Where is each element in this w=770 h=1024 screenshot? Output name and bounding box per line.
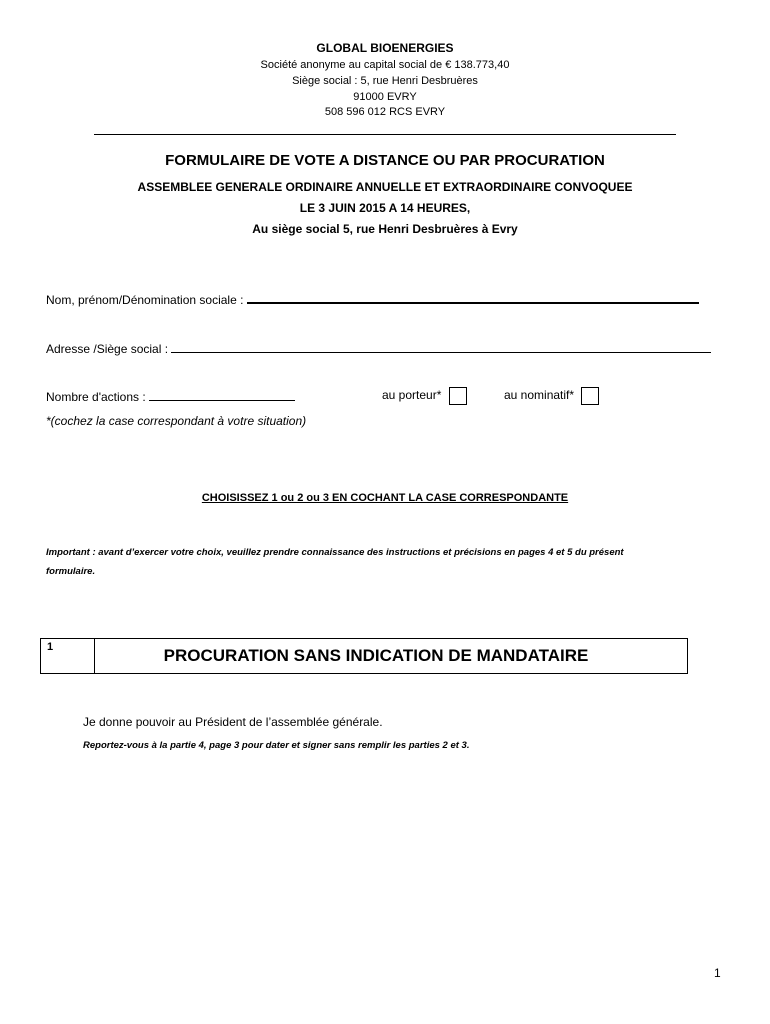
section-1-text: Je donne pouvoir au Président de l’assemblée générale. bbox=[83, 715, 383, 729]
name-field-row bbox=[46, 293, 726, 307]
registered-option bbox=[504, 387, 599, 405]
address-field-row bbox=[46, 342, 726, 356]
company-name: GLOBAL BIOENERGIES bbox=[316, 41, 454, 55]
bearer-label: au porteur* bbox=[382, 388, 442, 403]
form-subtitle-3: Au siège social 5, rue Henri Desbruères à Evry bbox=[252, 222, 518, 236]
checkbox-note: *(cochez la case correspondant à votre situation) bbox=[46, 414, 307, 428]
bearer-checkbox[interactable] bbox=[449, 387, 467, 405]
important-note-line-1: Important : avant d’exercer votre choix, veuillez prendre connaissance des instructions et précisions en pages 4 et 5 du présent bbox=[46, 547, 624, 558]
company-capital: Société anonyme au capital social de € 138.773,40 bbox=[260, 59, 510, 71]
important-note-line-2: formulaire. bbox=[46, 566, 96, 577]
address-label: Adresse /Siège social : bbox=[46, 342, 169, 356]
form-subtitle-2: LE 3 JUIN 2015 A 14 HEURES, bbox=[299, 201, 471, 215]
header-divider bbox=[94, 134, 676, 135]
company-address: Siège social : 5, rue Henri Desbruères bbox=[292, 75, 478, 87]
shares-label: Nombre d'actions : bbox=[46, 390, 146, 404]
form-title: FORMULAIRE DE VOTE A DISTANCE OU PAR PROCURATION bbox=[165, 152, 605, 169]
shares-input-line[interactable] bbox=[149, 400, 295, 401]
form-subtitle-1: ASSEMBLEE GENERALE ORDINAIRE ANNUELLE ET EXTRAORDINAIRE CONVOQUEE bbox=[137, 180, 633, 194]
name-input-line[interactable] bbox=[247, 302, 699, 304]
registered-checkbox[interactable] bbox=[581, 387, 599, 405]
bearer-option bbox=[382, 387, 467, 405]
registered-label: au nominatif* bbox=[504, 388, 575, 403]
section-1-number: 1 bbox=[41, 639, 95, 673]
section-1-note: Reportez-vous à la partie 4, page 3 pour dater et signer sans remplir les parties 2 et 3. bbox=[83, 740, 470, 751]
name-label: Nom, prénom/Dénomination sociale : bbox=[46, 293, 244, 307]
address-input-line[interactable] bbox=[171, 352, 711, 353]
page-number: 1 bbox=[714, 966, 721, 980]
company-city: 91000 EVRY bbox=[353, 91, 417, 103]
company-rcs: 508 596 012 RCS EVRY bbox=[324, 106, 446, 118]
section-1-title: PROCURATION SANS INDICATION DE MANDATAIRE bbox=[163, 646, 589, 665]
choose-instruction: CHOISISSEZ 1 ou 2 ou 3 EN COCHANT LA CASE CORRESPONDANTE bbox=[201, 492, 569, 504]
section-1-header bbox=[40, 638, 688, 674]
shares-field-row bbox=[46, 390, 295, 404]
